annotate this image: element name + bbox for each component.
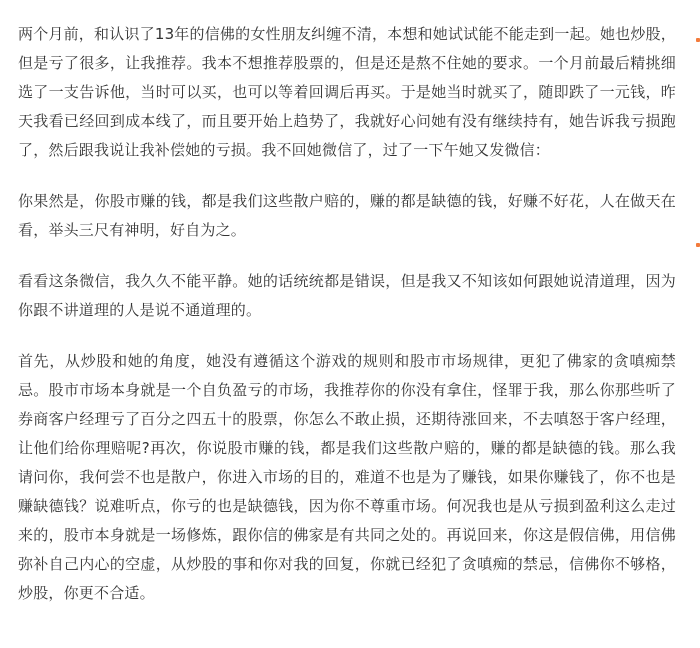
paragraph-1: 两个月前，和认识了13年的信佛的女性朋友纠缠不清，本想和她试试能不能走到一起。她也炒股，但是亏了很多，让我推荐。我本不想推荐股票的，但是还是熬不住她的要求。一个月前最后精挑细选了一支告诉他，当时可以买，也可以等着回调后再买。于是她当时就买了，随即跌了一元钱，昨天我看已经回到成本线了，而且要开始上趋势了，我就好心问她有没有继续持有，她告诉我亏损跑了，然后跟我说让我补偿她的亏损。我不回她微信了，过了一下午她又发微信： — [18, 25, 676, 159]
paragraph-4: 首先，从炒股和她的角度，她没有遵循这个游戏的规则和股市市场规律，更犯了佛家的贪嗔痴禁忌。股市市场本身就是一个自负盈亏的市场，我推荐你的你没有拿住，怪罪于我，那么你那些听了券商客户经理亏了百分之四五十的股票，你怎么不敢止损，还期待涨回来，不去嗔怒于客户经理，让他们给你理赔呢?再次，你说股市赚的钱，都是我们这些散户赔的，赚的都是缺德的钱。那么我请问你，我何尝不也是散户，你进入市场的目的，难道不也是为了赚钱，如果你赚钱了，你不也是赚缺德钱？说难听点，你亏的也是缺德钱，因为你不尊重市场。何况我也是从亏损到盈利这么走过来的，股市本身就是一场修炼，跟你信的佛家是有共同之处的。再说回来，你这是假信佛，用信佛弥补自己内心的空虚，从炒股的事和你对我的回复，你就已经犯了贪嗔痴的禁忌，信佛你不够格，炒股，你更不合适。 — [18, 352, 676, 602]
article-body — [18, 20, 676, 630]
paragraph-3: 看看这条微信，我久久不能平静。她的话统统都是错误，但是我又不知该如何跟她说清道理，因为你跟不讲道理的人是说不通道理的。 — [18, 272, 676, 319]
side-rail — [688, 0, 700, 648]
paragraph-2: 你果然是，你股市赚的钱，都是我们这些散户赔的，赚的都是缺德的钱，好赚不好花，人在做天在看，举头三尺有神明，好自为之。 — [18, 192, 676, 239]
side-marker-dot — [696, 38, 700, 42]
side-marker-dot — [696, 243, 700, 247]
